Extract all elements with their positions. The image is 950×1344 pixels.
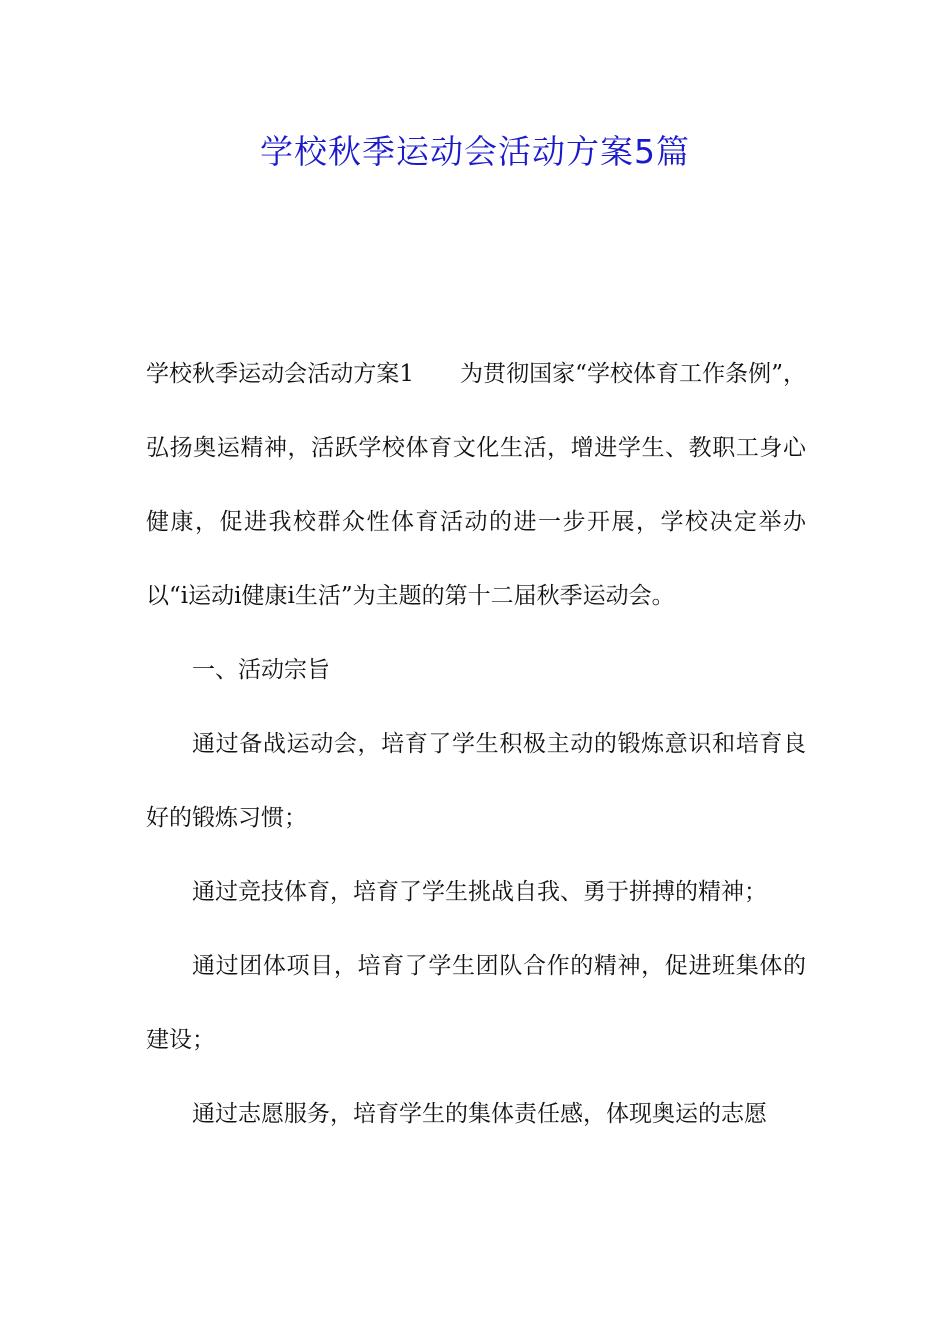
section-heading-purpose: 一、活动宗旨	[192, 657, 330, 683]
purpose-paragraph-1: 通过备战运动会，培育了学生积极主动的锻炼意识和培育良好的锻炼习惯；	[146, 731, 806, 831]
purpose-paragraph-3: 通过团体项目，培育了学生团队合作的精神，促进班集体的建设；	[146, 953, 806, 1053]
document-body	[146, 337, 806, 1151]
intro-paragraph	[146, 337, 806, 633]
purpose-paragraph-2: 通过竞技体育，培育了学生挑战自我、勇于拼搏的精神；	[192, 879, 767, 905]
intro-body-text: 为贯彻国家“学校体育工作条例”，弘扬奥运精神，活跃学校体育文化生活，增进学生、教职工身心健康，促进我校群众性体育活动的进一步开展，学校决定举办以“i运动i健康i生活”为主题的第十二届秋季运动会。	[146, 361, 806, 609]
document-title: 学校秋季运动会活动方案5篇	[260, 132, 690, 171]
plan-1-heading: 学校秋季运动会活动方案1	[146, 361, 414, 387]
purpose-paragraph-4: 通过志愿服务，培育学生的集体责任感，体现奥运的志愿	[192, 1101, 767, 1127]
